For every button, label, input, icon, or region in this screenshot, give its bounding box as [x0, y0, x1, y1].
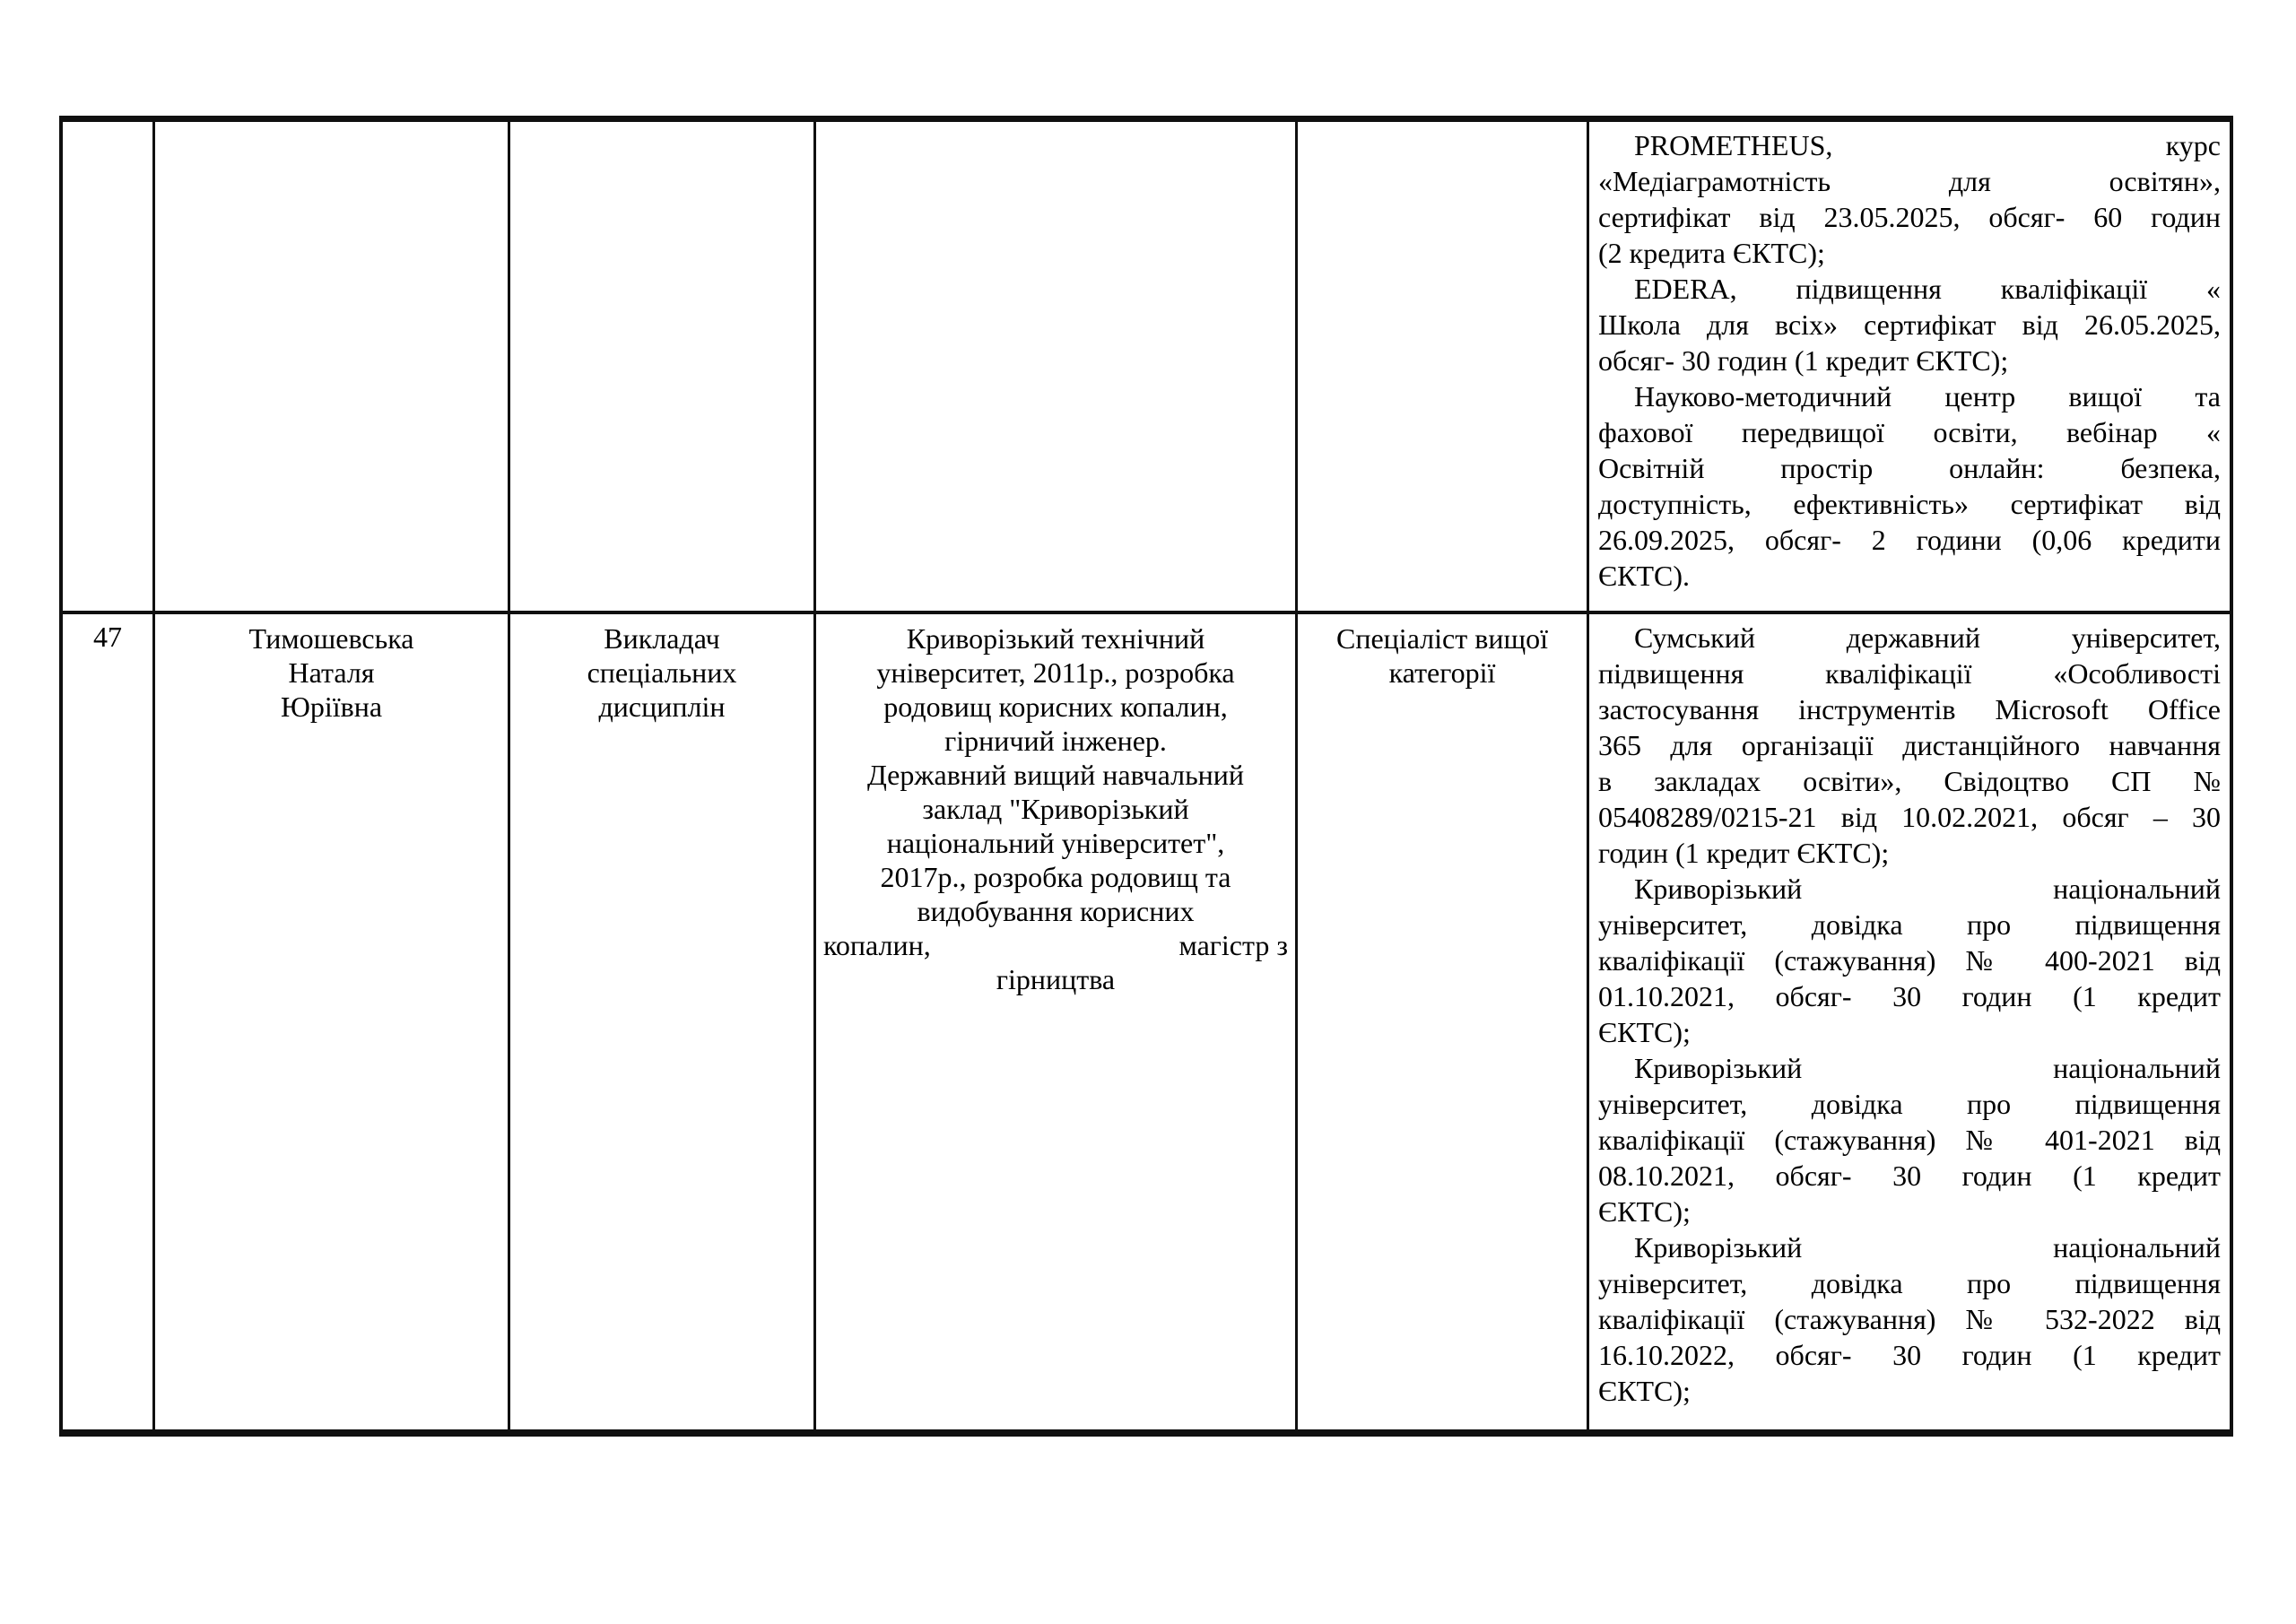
text-line: кваліфікації (стажування) № 401-2021 від — [1598, 1124, 2221, 1156]
text-line: Спеціаліст вищої — [1336, 622, 1548, 655]
text-line: 365 для організації дистанційного навчання — [1598, 729, 2221, 761]
cell-education-empty — [816, 122, 1298, 614]
text-line: кваліфікації (стажування) № 400-2021 від — [1598, 944, 2221, 977]
text-line: Наталя — [288, 656, 375, 689]
text-line: сертифікат від 23.05.2025, обсяг- 60 годин — [1598, 201, 2221, 233]
text-line: (2 кредита ЄКТС); — [1598, 237, 1825, 269]
qualification-paragraph — [1598, 620, 2221, 871]
cell-position-empty — [510, 122, 816, 614]
cell-number-47 — [63, 614, 155, 1429]
qualification-paragraph — [1598, 127, 2221, 271]
text-line: Криворізький національний — [1634, 1231, 2221, 1264]
cell-position-47 — [510, 614, 816, 1429]
qualification-paragraph — [1598, 271, 2221, 378]
text-line: родовищ корисних копалин, — [883, 690, 1228, 723]
text-line: категорії — [1388, 656, 1496, 689]
cell-qualifications-continuation — [1589, 122, 2230, 614]
text-line: Юріївна — [280, 690, 383, 723]
text-line: фахової передвищої освіти, вебінар « — [1598, 416, 2221, 448]
text-line: університет, довідка про підвищення — [1598, 908, 2221, 941]
text-line: 16.10.2022, обсяг- 30 годин (1 кредит — [1598, 1339, 2221, 1371]
text-line: 2017р., розробка родовищ та — [880, 861, 1231, 893]
cell-category-47 — [1298, 614, 1589, 1429]
text-line: 08.10.2021, обсяг- 30 годин (1 кредит — [1598, 1159, 2221, 1192]
text-line: ЄКТС). — [1598, 560, 1691, 592]
text-line: підвищення кваліфікації «Особливості — [1598, 657, 2221, 690]
text-line: 26.09.2025, обсяг- 2 години (0,06 кредити — [1598, 524, 2221, 556]
text-line: обсяг- 30 годин (1 кредит ЄКТС); — [1598, 344, 2009, 377]
text-line: заклад "Криворізький — [922, 793, 1189, 825]
cell-number-empty — [63, 122, 155, 614]
text-line: гірничий інженер. — [944, 725, 1167, 757]
text-line: кваліфікації (стажування) № 532-2022 від — [1598, 1303, 2221, 1335]
text-line: «Медіаграмотність для освітян», — [1598, 165, 2221, 197]
text-line: Освітній простір онлайн: безпека, — [1598, 452, 2221, 484]
text-line: 05408289/0215-21 від 10.02.2021, обсяг – 30 — [1598, 801, 2221, 833]
text-line: Школа для всіх» сертифікат від 26.05.2025, — [1598, 308, 2221, 341]
row-number: 47 — [93, 621, 122, 653]
text-line: університет, довідка про підвищення — [1598, 1267, 2221, 1299]
cell-education-47 — [816, 614, 1298, 1429]
text-line — [823, 928, 1288, 962]
text-line: ЄКТС); — [1598, 1195, 1691, 1228]
text-line: спеціальних — [587, 656, 737, 689]
text-fragment: магістр з — [1178, 929, 1288, 961]
cell-name-empty — [155, 122, 510, 614]
text-line: видобування корисних — [917, 895, 1195, 927]
text-line: гірництва — [996, 963, 1116, 995]
text-line: Викладач — [604, 622, 720, 655]
text-line: Тимошевська — [248, 622, 414, 655]
text-line: Криворізький національний — [1634, 873, 2221, 905]
text-line: годин (1 кредит ЄКТС); — [1598, 837, 1890, 869]
qualification-paragraph — [1598, 1050, 2221, 1229]
qualification-paragraph — [1598, 378, 2221, 594]
qualification-paragraph — [1598, 1229, 2221, 1409]
text-line: EDERA, підвищення кваліфікації « — [1634, 273, 2221, 305]
text-line: 01.10.2021, обсяг- 30 годин (1 кредит — [1598, 980, 2221, 1012]
text-line: Сумський державний університет, — [1634, 621, 2221, 654]
text-line: Науково-методичний центр вищої та — [1634, 380, 2221, 413]
text-line: дисциплін — [598, 690, 726, 723]
text-line: Державний вищий навчальний — [866, 759, 1245, 791]
text-line: національний університет", — [886, 827, 1225, 859]
cell-category-empty — [1298, 122, 1589, 614]
text-line: доступність, ефективність» сертифікат від — [1598, 488, 2221, 520]
cell-name-47 — [155, 614, 510, 1429]
text-line: ЄКТС); — [1598, 1016, 1691, 1048]
text-line: університет, довідка про підвищення — [1598, 1088, 2221, 1120]
text-line: Криворізький національний — [1634, 1052, 2221, 1084]
text-line: застосування інструментів Microsoft Office — [1598, 693, 2221, 725]
text-line: ЄКТС); — [1598, 1375, 1691, 1407]
cell-qualifications-47 — [1589, 614, 2230, 1429]
text-fragment: копалин, — [823, 929, 931, 961]
qualification-paragraph — [1598, 871, 2221, 1050]
text-line: Криворізький технічний — [906, 622, 1205, 655]
text-line: PROMETHEUS, курс — [1634, 129, 2221, 161]
text-line: університет, 2011р., розробка — [876, 656, 1235, 689]
personnel-table — [59, 116, 2233, 1437]
text-line: в закладах освіти», Свідоцтво СП № — [1598, 765, 2221, 797]
